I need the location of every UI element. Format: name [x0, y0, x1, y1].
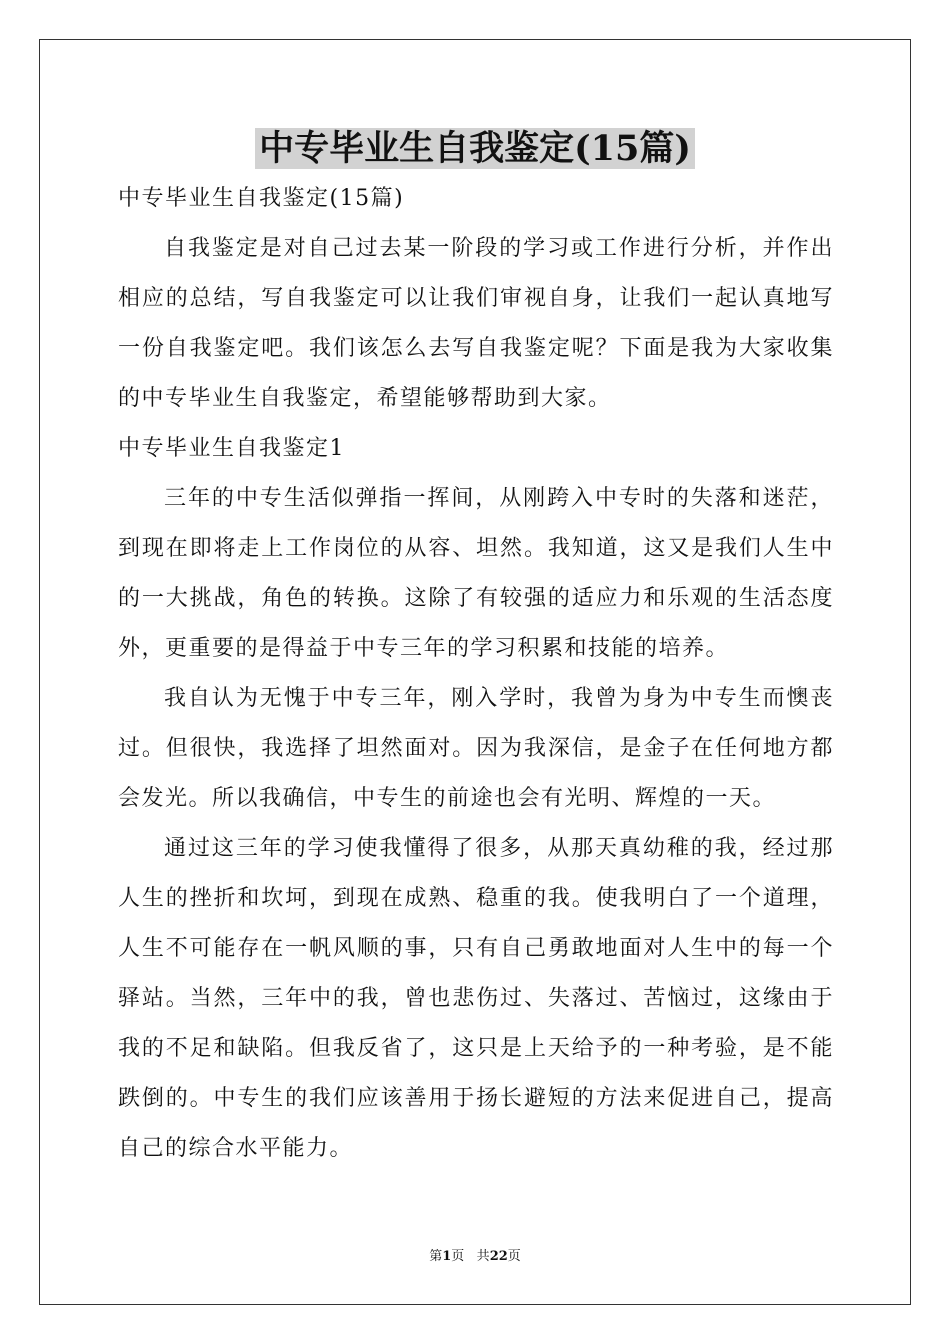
- document-title: [0, 124, 950, 174]
- intro-line: 自我鉴定是对自己过去某一阶段的学习或工作进行分析，并作出: [164, 236, 834, 261]
- paragraph-line: 会发光。所以我确信，中专生的前途也会有光明、辉煌的一天。: [118, 786, 777, 811]
- footer-page-suffix: 页: [451, 1249, 465, 1264]
- total-page-count: 22: [489, 1249, 508, 1264]
- intro-line: 的中专毕业生自我鉴定，希望能够帮助到大家。: [118, 386, 612, 411]
- document-body: [118, 174, 834, 1174]
- paragraph-line: 三年的中专生活似弹指一挥间，从刚跨入中专时的失落和迷茫，: [164, 486, 834, 511]
- footer-prefix: 第: [429, 1249, 443, 1264]
- paragraph-line: 我的不足和缺陷。但我反省了，这只是上天给予的一种考验，是不能: [118, 1036, 834, 1061]
- paragraph-line: 我自认为无愧于中专三年，刚入学时，我曾为身为中专生而懊丧: [164, 686, 834, 711]
- paragraph-line: 到现在即将走上工作岗位的从容、坦然。我知道，这又是我们人生中: [118, 536, 834, 561]
- paragraph-line: 人生的挫折和坎坷，到现在成熟、稳重的我。使我明白了一个道理，: [118, 886, 834, 911]
- subtitle: 中专毕业生自我鉴定(15篇): [118, 186, 405, 211]
- intro-line: 一份自我鉴定吧。我们该怎么去写自我鉴定呢？下面是我为大家收集: [118, 336, 834, 361]
- paragraph-line: 的一大挑战，角色的转换。这除了有较强的适应力和乐观的生活态度: [118, 586, 834, 611]
- paragraph-line: 通过这三年的学习使我懂得了很多，从那天真幼稚的我，经过那: [164, 836, 834, 861]
- paragraph-line: 过。但很快，我选择了坦然面对。因为我深信，是金子在任何地方都: [118, 736, 834, 761]
- paragraph-line: 人生不可能存在一帆风顺的事，只有自己勇敢地面对人生中的每一个: [118, 936, 834, 961]
- intro-line: 相应的总结，写自我鉴定可以让我们审视自身，让我们一起认真地写: [118, 286, 834, 311]
- paragraph-line: 外，更重要的是得益于中专三年的学习积累和技能的培养。: [118, 636, 730, 661]
- paragraph-line: 自己的综合水平能力。: [118, 1136, 354, 1161]
- section-heading: 中专毕业生自我鉴定1: [118, 436, 345, 461]
- page-footer: [0, 1247, 950, 1267]
- paragraph-line: 跌倒的。中专生的我们应该善用于扬长避短的方法来促进自己，提高: [118, 1086, 834, 1111]
- footer-total-suffix: 页: [507, 1249, 521, 1264]
- paragraph-line: 驿站。当然，三年中的我，曾也悲伤过、失落过、苦恼过，这缘由于: [118, 986, 834, 1011]
- footer-total-prefix: 共: [476, 1249, 490, 1264]
- current-page-number: 1: [442, 1249, 452, 1264]
- document-title-text: 中专毕业生自我鉴定(15篇): [255, 128, 695, 169]
